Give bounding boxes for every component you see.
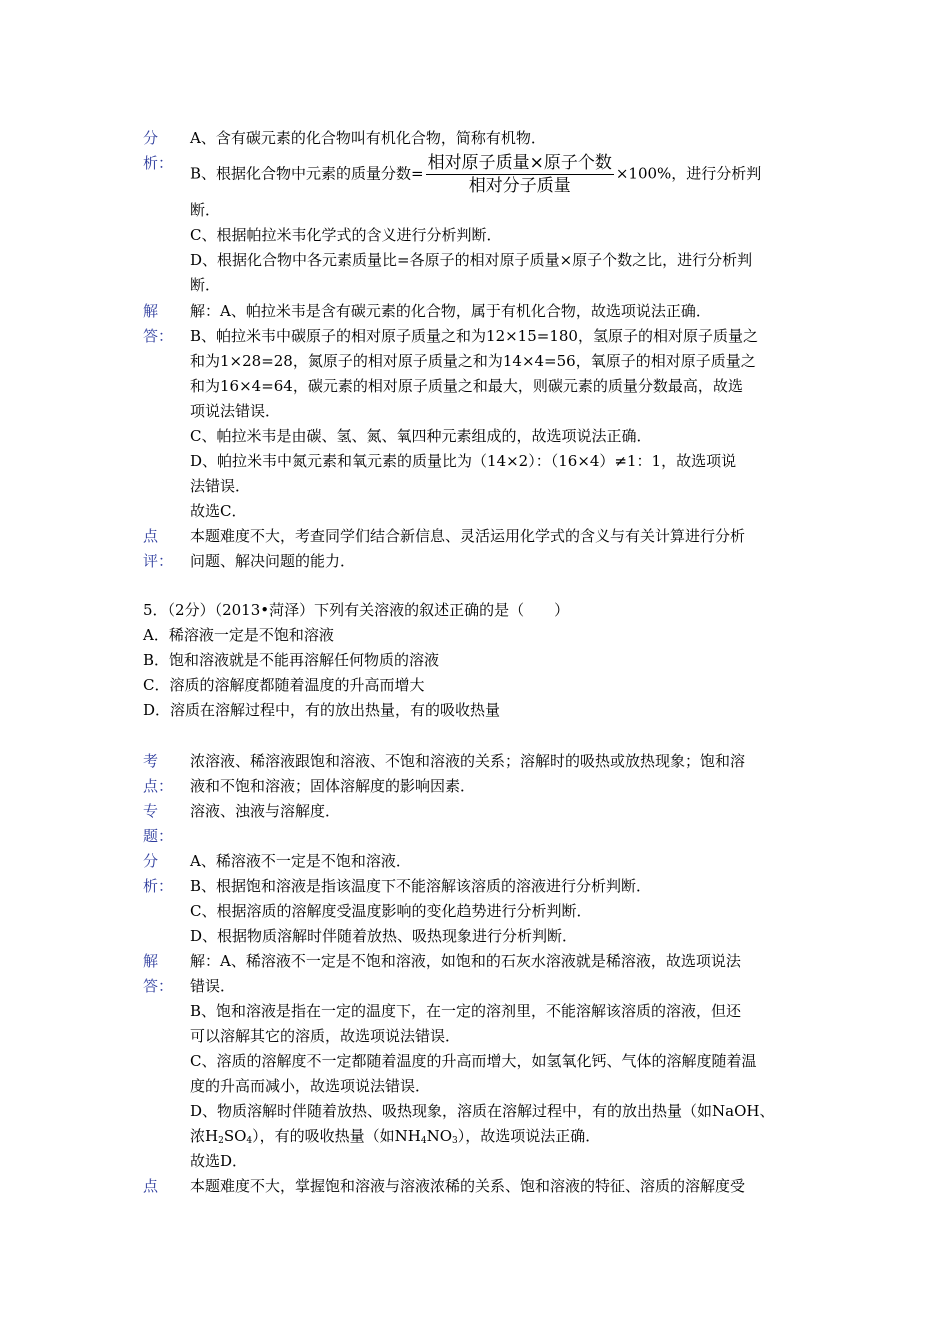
comment-label: 点: [143, 1177, 159, 1195]
answer-label: 解 答：: [143, 302, 174, 345]
analysis-line-d2: 断．: [190, 276, 221, 294]
analysis-line-b-cont: 断．: [190, 201, 221, 219]
analysis-line: C、根据溶质的溶解度受温度影响的变化趋势进行分析判断．: [190, 902, 592, 920]
answer-content: [190, 299, 820, 524]
analysis-label: 分 析：: [143, 852, 174, 895]
analysis-line: D、根据物质溶解时伴随着放热、吸热现象进行分析判断．: [190, 927, 578, 945]
point-line: 液和不饱和溶液；固体溶解度的影响因素．: [190, 777, 476, 795]
comment-content: [190, 1174, 820, 1199]
point-line: 浓溶液、稀溶液跟饱和溶液、不饱和溶液的关系；溶解时的吸热或放热现象；饱和溶: [190, 752, 746, 770]
analysis-content: [190, 849, 820, 949]
comment-content: [190, 524, 820, 574]
answer-line: 解：A、帕拉米韦是含有碳元素的化合物，属于有机化合物，故选项说法正确．: [190, 302, 711, 320]
answer-line: 和为1×28=28，氮原子的相对原子质量之和为14×4=56，氧原子的相对原子质量之: [190, 352, 756, 370]
question-5-option-a: A．稀溶液一定是不饱和溶液: [143, 626, 334, 644]
question-5-option-b: B．饱和溶液就是不能再溶解任何物质的溶液: [143, 651, 440, 669]
comment-label: 点 评：: [143, 527, 174, 570]
answer-line: 项说法错误．: [190, 402, 281, 420]
answer-line: 解：A、稀溶液不一定是不饱和溶液，如饱和的石灰水溶液就是稀溶液，故选项说法: [190, 952, 741, 970]
comment-line: 问题、解决问题的能力．: [190, 552, 356, 570]
mass-fraction-formula: $\frac{\text{相对原子质量×原子个数}}{\text{相对分子质量}}$: [427, 153, 612, 196]
analysis-line-b: B、根据化合物中元素的质量分数= $\frac{\text{相对原子质量×原子个数}}{\text{相对分子质量}}$ ×100%，进行分析判: [190, 153, 762, 196]
answer-line: C、帕拉米韦是由碳、氢、氮、氧四种元素组成的，故选项说法正确．: [190, 427, 652, 445]
point-label: 考 点：: [143, 752, 174, 795]
answer-line-chem: 浓$H_2SO_4$），有的吸收热量（如$NH_4NO_3$），故选项说法正确．: [190, 1127, 601, 1146]
comment-line: 本题难度不大，掌握饱和溶液与溶液浓稀的关系、饱和溶液的特征、溶质的溶解度受: [190, 1177, 746, 1195]
answer-line: 度的升高而减小，故选项说法错误．: [190, 1077, 431, 1095]
analysis-line: A、稀溶液不一定是不饱和溶液．: [190, 852, 411, 870]
answer-line: 和为16×4=64，碳元素的相对原子质量之和最大，则碳元素的质量分数最高，故选: [190, 377, 743, 395]
answer-line: 错误．: [190, 977, 236, 995]
question-5-stem: 5．（2分）（2013•菏泽）下列有关溶液的叙述正确的是（ ）: [143, 601, 570, 619]
answer-line: D、物质溶解时伴随着放热、吸热现象，溶质在溶解过程中，有的放出热量（如NaOH、: [190, 1102, 775, 1120]
answer-line: D、帕拉米韦中氮元素和氧元素的质量比为（14×2）：（16×4）≠1：1，故选项说: [190, 452, 737, 470]
analysis-line-a: A、含有碳元素的化合物叫有机化合物，简称有机物．: [190, 129, 546, 147]
topic-content: [190, 799, 820, 824]
question-5-option-d: D．溶质在溶解过程中，有的放出热量，有的吸收热量: [143, 701, 501, 719]
topic-label: 专 题：: [143, 802, 174, 845]
answer-line: C、溶质的溶解度不一定都随着温度的升高而增大，如氢氧化钙、气体的溶解度随着温: [190, 1052, 757, 1070]
analysis-line-c: C、根据帕拉米韦化学式的含义进行分析判断．: [190, 226, 502, 244]
analysis-label: 分 析：: [143, 129, 174, 172]
answer-content: [190, 949, 820, 1174]
comment-line: 本题难度不大，考查同学们结合新信息、灵活运用化学式的含义与有关计算进行分析: [190, 527, 746, 545]
answer-line: 法错误．: [190, 477, 251, 495]
answer-label: 解 答：: [143, 952, 174, 995]
answer-line: 故选D．: [190, 1152, 248, 1170]
answer-line: 可以溶解其它的溶质，故选项说法错误．: [190, 1027, 461, 1045]
analysis-line-d1: D、根据化合物中各元素质量比=各原子的相对原子质量×原子个数之比，进行分析判: [190, 251, 753, 269]
analysis-content: [190, 126, 820, 298]
answer-line: 故选C．: [190, 502, 247, 520]
analysis-line: B、根据饱和溶液是指该温度下不能溶解该溶质的溶液进行分析判断．: [190, 877, 652, 895]
answer-line: B、饱和溶液是指在一定的温度下，在一定的溶剂里，不能溶解该溶质的溶液，但还: [190, 1002, 742, 1020]
point-content: [190, 749, 820, 799]
answer-line: B、帕拉米韦中碳原子的相对原子质量之和为12×15=180，氢原子的相对原子质量之: [190, 327, 758, 345]
question-5-option-c: C．溶质的溶解度都随着温度的升高而增大: [143, 676, 425, 694]
topic-line: 溶液、浊液与溶解度．: [190, 802, 341, 820]
